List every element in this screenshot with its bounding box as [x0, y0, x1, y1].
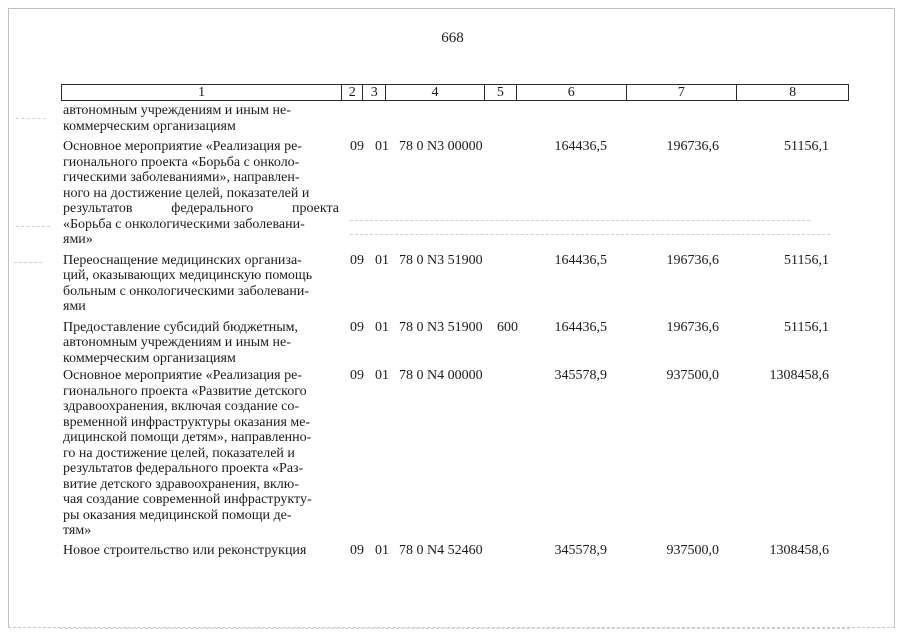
row-description: [63, 139, 339, 248]
cell-section: 09: [350, 252, 364, 268]
table-header: [61, 84, 849, 101]
desc-line: здравоохранения, включая создание со-: [63, 399, 300, 414]
table-row: [63, 368, 853, 539]
cell-subsection: 01: [375, 252, 389, 268]
desc-line: Основное мероприятие «Реализация ре-: [63, 368, 302, 383]
cell-amount-8: 51156,1: [784, 319, 829, 335]
cell-amount-6: 164436,5: [554, 319, 607, 335]
cell-amount-7: 196736,6: [666, 252, 719, 268]
cell-target-code: 78 0 N4 52460: [399, 542, 483, 558]
header-col-4: 4: [386, 85, 485, 100]
desc-line: результатов федерального проекта «Раз-: [63, 461, 304, 476]
cell-section: 09: [350, 542, 364, 558]
row-description: [63, 543, 339, 559]
table-body: [63, 103, 853, 558]
scan-artifact: [14, 262, 42, 263]
cell-section: 09: [350, 368, 364, 383]
cell-amount-8: 51156,1: [784, 139, 829, 154]
desc-line: гионального проекта «Развитие детского: [63, 383, 307, 399]
desc-line: ций, оказывающих медицинскую помощь: [63, 268, 313, 283]
cell-amount-7: 937500,0: [666, 542, 719, 558]
cell-amount-7: 196736,6: [666, 139, 719, 154]
page-frame-left: [8, 8, 9, 628]
cell-expense-type: 600: [497, 319, 518, 335]
row-description: [63, 320, 339, 367]
desc-line: автономным учреждениям и иным не-: [63, 335, 291, 350]
desc-line: больным с онкологическими заболевани-: [63, 283, 310, 299]
table-row: [63, 543, 853, 559]
cell-amount-6: 164436,5: [554, 139, 607, 154]
table-row: [63, 253, 853, 315]
header-col-5: 5: [485, 85, 517, 100]
cell-amount-6: 164436,5: [554, 252, 607, 268]
row-description: [63, 103, 339, 134]
cell-subsection: 01: [375, 542, 389, 558]
cell-amount-7: 196736,6: [666, 319, 719, 335]
scan-artifact: [60, 628, 850, 629]
cell-target-code: 78 0 N3 00000: [399, 139, 483, 154]
header-col-2: 2: [342, 85, 363, 100]
table-row: [63, 320, 853, 367]
cell-target-code: 78 0 N4 00000: [399, 368, 483, 383]
cell-target-code: 78 0 N3 51900: [399, 252, 483, 268]
header-col-1: 1: [62, 85, 342, 100]
scan-artifact: [16, 118, 46, 119]
cell-amount-8: 51156,1: [784, 252, 829, 268]
page-number: 668: [441, 30, 464, 46]
header-col-7: 7: [627, 85, 738, 100]
desc-line: Предоставление субсидий бюджетным,: [63, 319, 299, 335]
row-description: [63, 253, 339, 315]
cell-subsection: 01: [375, 139, 389, 154]
desc-line: тям»: [63, 523, 92, 538]
desc-line: временной инфраструктуры оказания ме-: [63, 414, 311, 430]
desc-line: результатов федерального проекта: [63, 201, 339, 216]
desc-line: коммерческим организациям: [63, 118, 236, 134]
row-description: [63, 368, 339, 539]
cell-amount-6: 345578,9: [554, 542, 607, 558]
page-frame-right: [894, 8, 895, 628]
cell-subsection: 01: [375, 368, 389, 383]
cell-amount-8: 1308458,6: [769, 542, 829, 558]
cell-amount-6: 345578,9: [554, 368, 607, 383]
desc-line: Переоснащение медицинских организа-: [63, 252, 302, 268]
desc-line: Основное мероприятие «Реализация ре-: [63, 139, 302, 154]
desc-line: ями: [63, 299, 86, 314]
cell-target-code: 78 0 N3 51900: [399, 319, 483, 335]
desc-line: ями»: [63, 232, 93, 247]
scan-artifact: [16, 226, 50, 227]
desc-line: гическими заболеваниями», направлен-: [63, 170, 300, 185]
cell-section: 09: [350, 139, 364, 154]
page-frame-top: [8, 8, 895, 9]
desc-line: го на достижение целей, показателей и: [63, 445, 295, 461]
cell-subsection: 01: [375, 319, 389, 335]
table-row: [63, 139, 853, 248]
header-col-6: 6: [517, 85, 627, 100]
desc-line: Новое строительство или реконструкция: [63, 542, 307, 558]
desc-line: ного на достижение целей, показателей и: [63, 185, 310, 201]
desc-line: дицинской помощи детям», направленно-: [63, 430, 312, 445]
desc-line: коммерческим организациям: [63, 350, 236, 366]
header-col-8: 8: [789, 85, 797, 100]
table-row: [63, 103, 853, 134]
cell-section: 09: [350, 319, 364, 335]
desc-line: гионального проекта «Борьба с онколо-: [63, 154, 300, 170]
desc-line: ры оказания медицинской помощи де-: [63, 507, 292, 523]
desc-line: автономным учреждениям и иным не-: [63, 103, 291, 118]
header-col-3: 3: [363, 85, 386, 100]
desc-line: «Борьба с онкологическими заболевани-: [63, 216, 305, 232]
cell-amount-7: 937500,0: [666, 368, 719, 383]
desc-line: витие детского здравоохранения, вклю-: [63, 476, 299, 492]
desc-line: чая создание современной инфраструкту-: [63, 492, 312, 507]
cell-amount-8: 1308458,6: [769, 368, 829, 383]
